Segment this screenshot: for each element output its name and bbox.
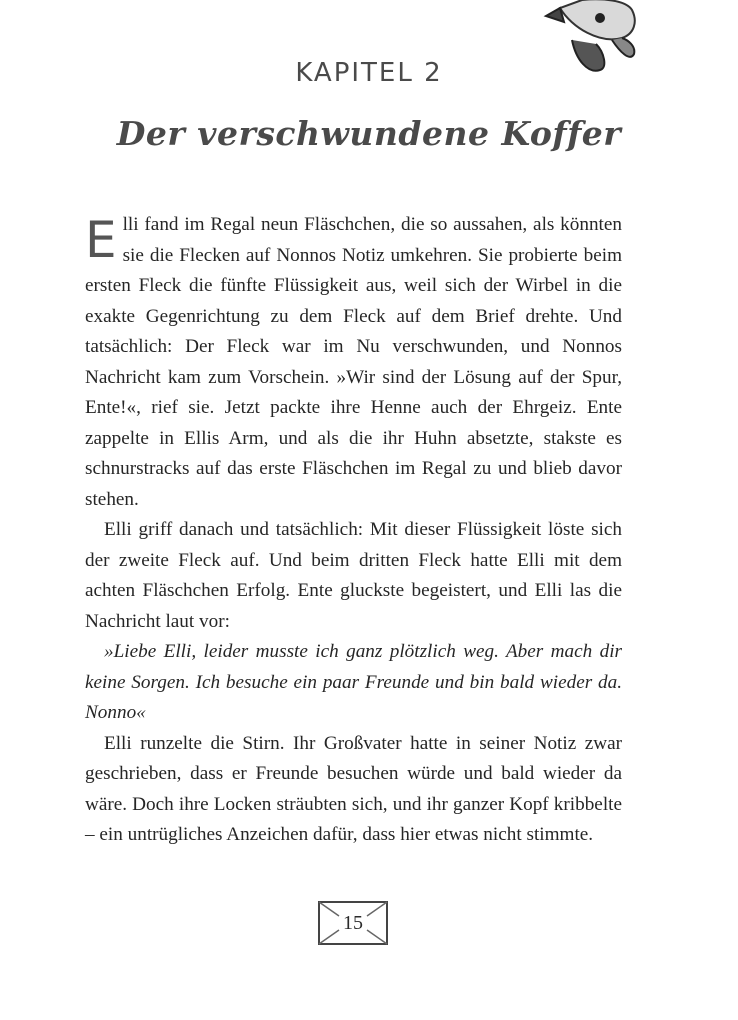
page-number-envelope <box>317 900 389 946</box>
drop-cap: E <box>85 211 117 269</box>
page-number: 15 <box>343 912 363 934</box>
chapter-label: KAPITEL 2 <box>295 58 443 88</box>
paragraph-text: lli fand im Regal neun Fläschchen, die so aussahen, als könnten sie die Flecken auf Nonnos Notiz umkehren. Sie probierte beim ersten Fleck die fünfte Flüssigkeit aus, weil sich der Wirbel in die exakte Gegenrichtung zu dem Fleck auf dem Brief drehte. Und tatsächlich: Der Fleck war im Nu verschwunden, und Nonnos Nachricht kam zum Vorschein. »Wir sind der Lösung auf der Spur, Ente!«, rief sie. Jetzt packte ihre Henne auch der Ehrgeiz. Ente zappelte in Ellis Arm, und als die ihr Huhn absetzte, stakste es schnurstracks auf das erste Fläschchen im Regal zu und blieb davor stehen. <box>85 214 622 510</box>
paragraph <box>85 210 622 515</box>
letter-quote: »Liebe Elli, leider musste ich ganz plötzlich weg. Aber mach dir keine Sorgen. Ich besuche ein paar Freunde und bin bald wieder da. Nonno« <box>85 641 622 723</box>
paragraph: Elli griff danach und tatsächlich: Mit dieser Flüssigkeit löste sich der zweite Fleck auf. Und beim dritten Fleck hatte Elli mit dem achten Fläschchen Erfolg. Ente gluckste begeistert, und Elli las die Nachricht laut vor: <box>85 519 622 632</box>
chapter-title: Der verschwundene Koffer <box>116 114 622 153</box>
chapter-body <box>85 210 622 851</box>
paragraph: Elli runzelte die Stirn. Ihr Großvater hatte in seiner Notiz zwar geschrieben, dass er Freunde besuchen würde und bald wieder da wäre. Doch ihre Locken sträubten sich, und ihr ganzer Kopf kribbelte – ein untrügliches Anzeichen dafür, dass hier etwas nicht stimmte. <box>85 732 622 845</box>
